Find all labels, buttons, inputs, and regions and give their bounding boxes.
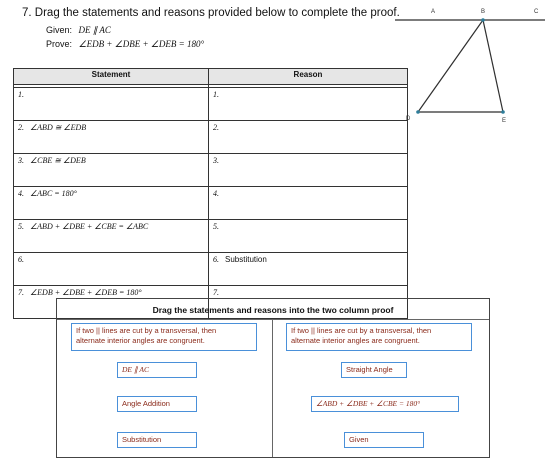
proof-row-6 <box>14 253 408 286</box>
statement-num: 5. <box>18 222 24 231</box>
drag-panel <box>56 298 490 458</box>
given-value: DE ∥ AC <box>78 25 111 35</box>
reason-num: 1. <box>213 90 219 99</box>
statement-num: 4. <box>18 189 24 198</box>
segment-be <box>483 20 503 112</box>
statement-text: ∠ABD + ∠DBE + ∠CBE = ∠ABC <box>30 222 149 231</box>
chip-line: alternate interior angles are congruent. <box>291 336 420 345</box>
segment-db <box>418 20 483 112</box>
statement-text: ∠EDB + ∠DBE + ∠DEB = 180° <box>30 288 142 297</box>
reason-text: Substitution <box>225 255 267 264</box>
reason-drop-1[interactable] <box>209 88 408 121</box>
chip-line: If two || lines are cut by a transversal, then <box>76 326 217 335</box>
chip-angle-sum-statement[interactable]: ∠ABD + ∠DBE + ∠CBE = 180° <box>311 396 459 412</box>
statement-num: 1. <box>18 90 24 99</box>
label-a: A <box>431 9 436 15</box>
point-d <box>416 110 420 114</box>
proof-row-1 <box>14 88 408 121</box>
statement-num: 3. <box>18 156 24 165</box>
label-d: D <box>406 116 411 122</box>
chip-given[interactable]: Given <box>344 432 424 448</box>
question-title: 7. Drag the statements and reasons provided below to complete the proof. <box>22 7 400 19</box>
statement-cell-4 <box>14 187 209 220</box>
reason-drop-2[interactable] <box>209 121 408 154</box>
reason-num: 7. <box>213 288 219 297</box>
statement-header: Statement <box>14 69 209 85</box>
reason-num: 4. <box>213 189 219 198</box>
reason-cell-6 <box>209 253 408 286</box>
point-b <box>481 18 485 22</box>
panel-divider-horizontal <box>57 319 489 320</box>
proof-row-3 <box>14 154 408 187</box>
label-c: C <box>534 9 539 15</box>
statement-text: ∠ABC = 180° <box>30 189 77 198</box>
given-line <box>46 25 111 36</box>
statement-cell-2 <box>14 121 209 154</box>
proof-table <box>13 68 408 319</box>
chip-given-parallel[interactable]: DE ∥ AC <box>117 362 197 378</box>
geometry-diagram <box>395 0 545 140</box>
statement-num: 6. <box>18 255 24 264</box>
point-e <box>501 110 505 114</box>
statement-cell-5 <box>14 220 209 253</box>
proof-row-2 <box>14 121 408 154</box>
chip-alternate-interior-angles-2[interactable] <box>286 323 472 351</box>
statement-drop-1[interactable] <box>14 88 209 121</box>
chip-line: If two || lines are cut by a transversal, then <box>291 326 432 335</box>
statement-num: 2. <box>18 123 24 132</box>
prove-value: ∠EDB + ∠DBE + ∠DEB = 180° <box>78 39 205 49</box>
chip-line: alternate interior angles are congruent. <box>76 336 205 345</box>
statement-text: ∠ABD ≅ ∠EDB <box>30 123 87 132</box>
panel-divider-vertical <box>272 319 273 457</box>
chip-alternate-interior-angles-1[interactable] <box>71 323 257 351</box>
given-label: Given: <box>46 25 73 35</box>
label-e: E <box>502 118 507 124</box>
proof-row-4 <box>14 187 408 220</box>
prove-label: Prove: <box>46 39 73 49</box>
statement-text: ∠CBE ≅ ∠DEB <box>30 156 86 165</box>
label-b: B <box>481 9 486 15</box>
proof-header-row <box>14 69 408 85</box>
reason-drop-5[interactable] <box>209 220 408 253</box>
chip-straight-angle[interactable]: Straight Angle <box>341 362 407 378</box>
chip-substitution[interactable]: Substitution <box>117 432 197 448</box>
reason-num: 6. <box>213 255 219 264</box>
statement-cell-3 <box>14 154 209 187</box>
drag-panel-title: Drag the statements and reasons into the two column proof <box>152 305 394 315</box>
reason-num: 3. <box>213 156 219 165</box>
reason-header: Reason <box>209 69 408 85</box>
prove-line <box>46 39 204 50</box>
statement-drop-6[interactable] <box>14 253 209 286</box>
proof-row-5 <box>14 220 408 253</box>
reason-num: 5. <box>213 222 219 231</box>
chip-angle-addition[interactable]: Angle Addition <box>117 396 197 412</box>
statement-num: 7. <box>18 288 24 297</box>
reason-drop-4[interactable] <box>209 187 408 220</box>
reason-drop-3[interactable] <box>209 154 408 187</box>
reason-num: 2. <box>213 123 219 132</box>
